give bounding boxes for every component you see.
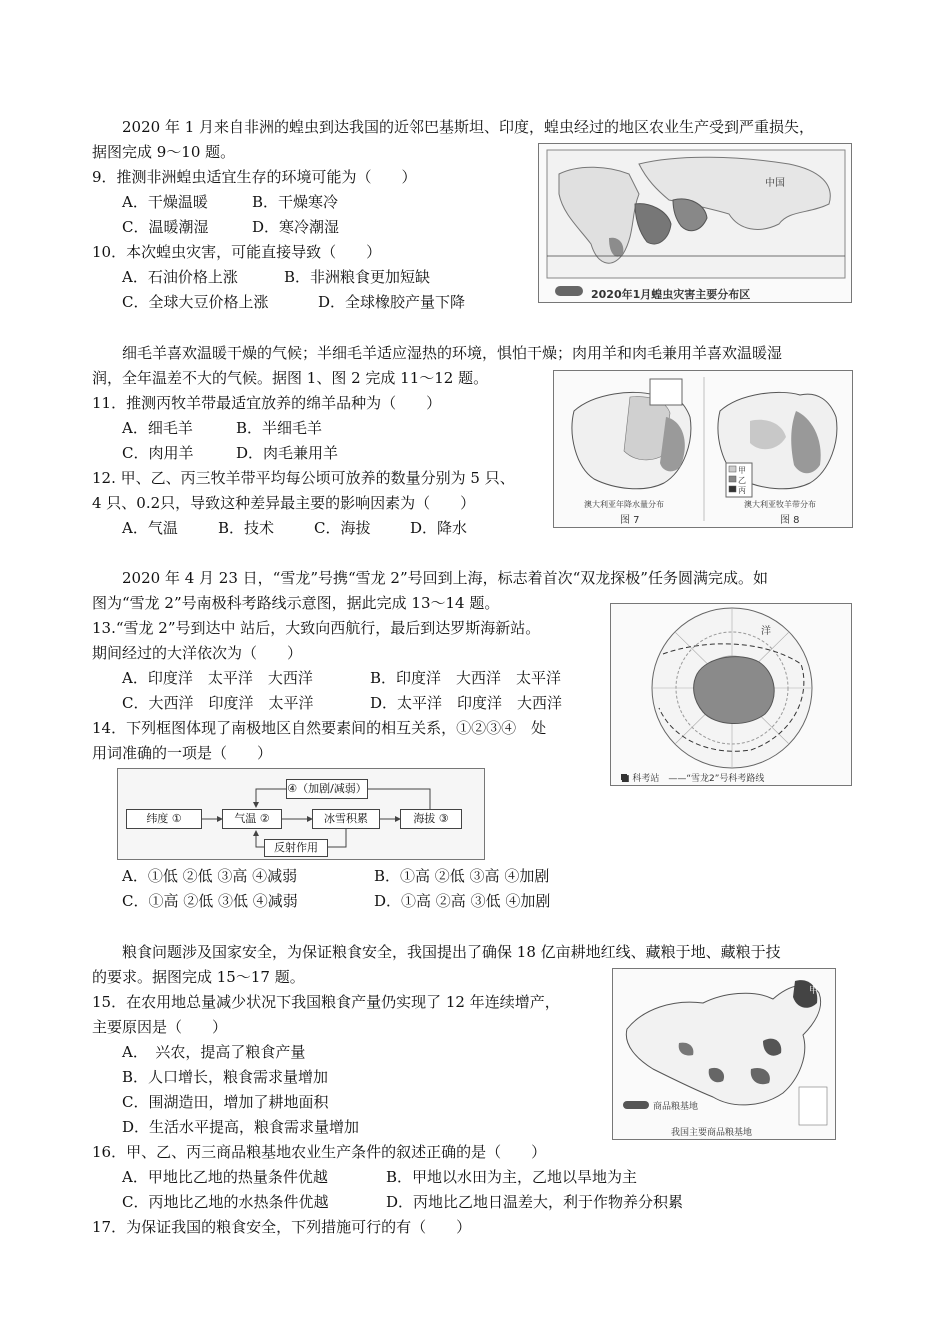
q14-option-d: D．①高 ②高 ③低 ④加剧 bbox=[374, 892, 551, 910]
legend-yi: 乙 bbox=[738, 476, 746, 485]
china-grain-base-map bbox=[612, 968, 836, 1140]
question-12-line2: 4 只、0.2只，导致这种差异最主要的影响因素为（ ） bbox=[92, 494, 476, 512]
q15-option-d: D．生活水平提高，粮食需求量增加 bbox=[122, 1118, 360, 1136]
legend-jia: 甲 bbox=[738, 466, 746, 475]
q16-option-c: C．丙地比乙地的水热条件优越 bbox=[122, 1193, 329, 1211]
q15-option-b: B．人口增长，粮食需求量增加 bbox=[122, 1068, 329, 1086]
q12-option-b: B．技术 bbox=[218, 519, 275, 537]
question-14-line1: 14．下列框图体现了南极地区自然要素间的相互关系，①②③④ 处 bbox=[92, 719, 547, 737]
q10-option-a: A．石油价格上涨 bbox=[122, 268, 238, 286]
fig1-caption: 澳大利亚年降水量分布 bbox=[584, 500, 664, 509]
q14-option-b: B．①高 ②低 ③高 ④加剧 bbox=[374, 867, 550, 885]
question-11: 11．推测丙牧羊带最适宜放养的绵羊品种为（ ） bbox=[92, 394, 442, 412]
map-label-ocean: 洋 bbox=[761, 626, 771, 637]
q16-option-b: B．甲地以水田为主，乙地以旱地为主 bbox=[386, 1168, 638, 1186]
locust-distribution-map bbox=[538, 143, 852, 303]
question-12-line1: 12. 甲、乙、丙三牧羊带平均每公顷可放养的数量分别为 5 只、 bbox=[92, 469, 515, 487]
section2-intro-line1: 细毛羊喜欢温暖干燥的气候；半细毛羊适应湿热的环境，惧怕干燥；肉用羊和肉毛兼用羊喜欢温暖湿 bbox=[122, 344, 783, 362]
question-13-line2: 期间经过的大洋依次为（ ） bbox=[92, 644, 303, 662]
question-14-line2: 用词准确的一项是（ ） bbox=[92, 744, 273, 762]
question-10: 10．本次蝗虫灾害，可能直接导致（ ） bbox=[92, 243, 382, 261]
question-15-line2: 主要原因是（ ） bbox=[92, 1018, 228, 1036]
flowchart-box-top: ④（加剧/减弱） bbox=[286, 779, 368, 799]
q12-option-c: C．海拔 bbox=[314, 519, 371, 537]
flowchart-box-temperature: 气温 ② bbox=[222, 809, 282, 829]
q11-option-d: D．肉毛兼用羊 bbox=[236, 444, 339, 462]
q11-option-b: B．半细毛羊 bbox=[236, 419, 323, 437]
grain-map-legend: 商品粮基地 bbox=[653, 1102, 699, 1112]
q15-option-c: C．围湖造田，增加了耕地面积 bbox=[122, 1093, 329, 1111]
map-caption: 2020年1月蝗虫灾害主要分布区 bbox=[591, 288, 751, 301]
q16-option-d: D．丙地比乙地日温差大，利于作物养分积累 bbox=[386, 1193, 684, 1211]
q13-option-a: A．印度洋 太平洋 大西洋 bbox=[122, 669, 313, 687]
question-13-line1: 13.“雪龙 2”号到达中 站后，大致向西航行，最后到达罗斯海新站。 bbox=[92, 619, 541, 637]
section4-intro-line1: 粮食问题涉及国家安全，为保证粮食安全，我国提出了确保 18 亿亩耕地红线、藏粮于地、藏粮于技 bbox=[122, 943, 781, 961]
question-9: 9．推测非洲蝗虫适宜生存的环境可能为（ ） bbox=[92, 168, 417, 186]
antarctic-map-caption: ■ 科考站 ——“雪龙2”号科考路线 bbox=[621, 774, 765, 784]
q10-option-b: B．非洲粮食更加短缺 bbox=[284, 268, 431, 286]
q12-option-d: D．降水 bbox=[410, 519, 468, 537]
fig1-label: 图 7 bbox=[620, 515, 640, 526]
fig2-label: 图 8 bbox=[780, 515, 800, 526]
section1-intro-line1: 2020 年 1 月来自非洲的蝗虫到达我国的近邻巴基斯坦、印度，蝗虫经过的地区农业生产受到严重损失， bbox=[122, 118, 815, 136]
section3-intro-line1: 2020 年 4 月 23 日，“雪龙”号携“雪龙 2”号回到上海，标志着首次“双龙探极”任务圆满完成。如 bbox=[122, 569, 768, 587]
q9-option-a: A．干燥温暖 bbox=[122, 193, 208, 211]
grain-map-label-jia: 甲 bbox=[809, 986, 819, 996]
q13-option-b: B．印度洋 大西洋 太平洋 bbox=[370, 669, 562, 687]
grain-map-caption: 我国主要商品粮基地 bbox=[671, 1128, 753, 1138]
antarctic-flowchart bbox=[117, 768, 485, 860]
section4-intro-line2: 的要求。据图完成 15～17 题。 bbox=[92, 968, 305, 986]
section3-intro-line2: 图为“雪龙 2”号南极科考路线示意图，据此完成 13～14 题。 bbox=[92, 594, 500, 612]
antarctic-route-map bbox=[610, 603, 852, 786]
q11-option-c: C．肉用羊 bbox=[122, 444, 194, 462]
q15-option-a: A． 兴农，提高了粮食产量 bbox=[122, 1043, 306, 1061]
q12-option-a: A．气温 bbox=[122, 519, 178, 537]
legend-bing: 丙 bbox=[738, 486, 746, 495]
flowchart-box-latitude: 纬度 ① bbox=[126, 809, 202, 829]
question-15-line1: 15．在农用地总量减少状况下我国粮食产量仍实现了 12 年连续增产， bbox=[92, 993, 560, 1011]
fig2-caption: 澳大利亚牧羊带分布 bbox=[744, 500, 816, 509]
australia-maps bbox=[553, 370, 853, 528]
flowchart-box-ice: 冰雪积累 bbox=[312, 809, 380, 829]
q13-option-c: C．大西洋 印度洋 太平洋 bbox=[122, 694, 314, 712]
q11-option-a: A．细毛羊 bbox=[122, 419, 193, 437]
q14-option-a: A．①低 ②低 ③高 ④减弱 bbox=[122, 867, 298, 885]
flowchart-box-altitude: 海拔 ③ bbox=[400, 809, 462, 829]
q14-option-c: C．①高 ②低 ③低 ④减弱 bbox=[122, 892, 298, 910]
q10-option-d: D．全球橡胶产量下降 bbox=[318, 293, 466, 311]
q9-option-c: C．温暖潮湿 bbox=[122, 218, 209, 236]
q16-option-a: A．甲地比乙地的热量条件优越 bbox=[122, 1168, 328, 1186]
flowchart-box-feedback: 反射作用 bbox=[264, 839, 328, 857]
q9-option-d: D．寒冷潮湿 bbox=[252, 218, 340, 236]
map-label-china: 中国 bbox=[765, 178, 785, 189]
q10-option-c: C．全球大豆价格上涨 bbox=[122, 293, 269, 311]
q13-option-d: D．太平洋 印度洋 大西洋 bbox=[370, 694, 563, 712]
q9-option-b: B．干燥寒冷 bbox=[252, 193, 339, 211]
section1-intro-line2: 据图完成 9～10 题。 bbox=[92, 143, 236, 161]
question-17: 17．为保证我国的粮食安全，下列措施可行的有（ ） bbox=[92, 1218, 472, 1236]
section2-intro-line2: 润，全年温差不大的气候。据图 1、图 2 完成 11～12 题。 bbox=[92, 369, 489, 387]
question-16: 16．甲、乙、丙三商品粮基地农业生产条件的叙述正确的是（ ） bbox=[92, 1143, 547, 1161]
